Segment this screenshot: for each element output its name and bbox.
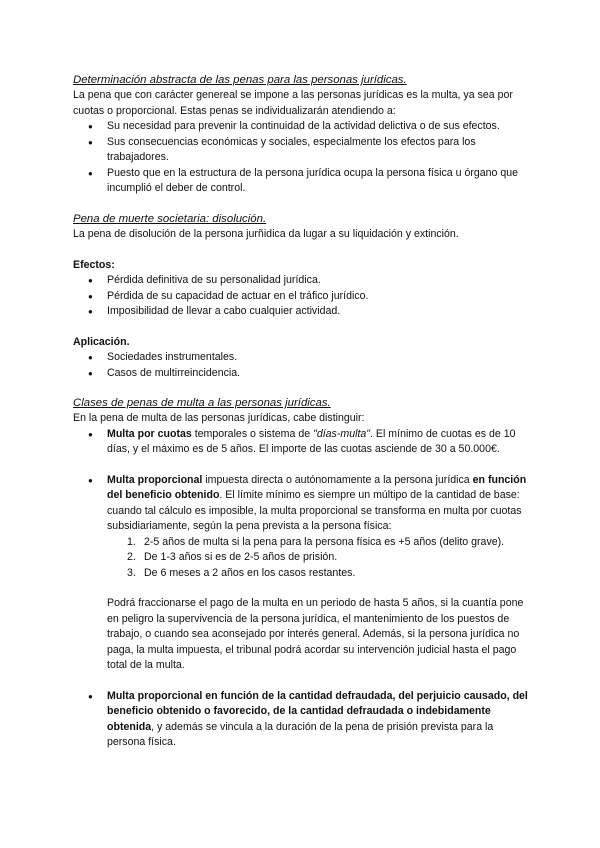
aplicacion-label: Aplicación.	[73, 335, 130, 348]
bullet-list	[73, 119, 531, 197]
list-item: ● Sociedades instrumentales.	[73, 350, 531, 366]
aplicacion-list	[73, 350, 531, 381]
numbered-item: 1. 2-5 años de multa si la pena para la persona física es +5 años (delito grave).	[127, 535, 505, 548]
efectos-label: Efectos:	[73, 258, 115, 271]
multa-types-list-2	[73, 689, 531, 751]
list-item: ● Imposibilidad de llevar a cabo cualquier actividad.	[73, 304, 531, 320]
multa-types-list	[73, 427, 531, 535]
list-item: ● Sus consecuencias económicas y sociales, especialmente los efectos para los trabajadores.	[73, 135, 531, 166]
section-heading: Determinación abstracta de las penas para las personas jurídicas.	[73, 74, 407, 86]
list-item: ● Pérdida de su capacidad de actuar en el tráfico jurídico.	[73, 289, 531, 305]
list-item: ● Casos de multirreincidencia.	[73, 366, 531, 382]
list-item: ● Puesto que en la estructura de la persona jurídica ocupa la persona física u órgano que incumplió el deber de control.	[73, 166, 531, 197]
section-determinacion	[73, 72, 531, 197]
list-item: ● Su necesidad para prevenir la continuidad de la actividad delictiva o de sus efectos.	[73, 119, 531, 135]
numbered-item: 2. De 1-3 años si es de 2-5 años de prisión.	[127, 551, 338, 563]
numbered-list	[73, 535, 531, 582]
paragraph: La pena que con carácter genereal se impone a las personas jurídicas es la multa, ya sea por cuotas o proporcional. Estas penas se individualizarán atendiendo a:	[73, 89, 513, 117]
paragraph: La pena de disolución de la persona jurñidica da lugar a su liquidación y extinción.	[73, 228, 459, 240]
paragraph: En la pena de multa de las personas jurídicas, cabe distinguir:	[73, 412, 365, 424]
paragraph-fraccionar: Podrá fraccionarse el pago de la multa en un periodo de hasta 5 años, si la cuantía pone en peligro la supervivencia de la persona jurídica, el mantenimiento de los puestos de trabajo, o cuando sea aconsejado por interés general. Además, si la persona jurídica no paga, la multa impuesta, el tribunal podrá acordar su intervención judicial hasta el pago total de la multa.	[107, 597, 524, 671]
section-heading: Clases de penas de multa a las personas jurídicas.	[73, 397, 331, 409]
numbered-item: 3. De 6 meses a 2 años en los casos restantes.	[127, 566, 356, 579]
section-clases-multa	[73, 395, 531, 751]
list-item-multa-defraudada: ● Multa proporcional en función de la cantidad defraudada, del perjuicio causado, del beneficio obtenido o favorecido, de la cantidad defraudada o indebidamente obtenida, y además se vincula a la duración de la pena de prisión prevista para la persona física.	[73, 689, 531, 751]
section-heading: Pena de muerte societaria: disolución.	[73, 213, 267, 225]
list-item-multa-proporcional: ● Multa proporcional impuesta directa o autónomamente a la persona jurídica en función del beneficio obtenido. El límite mínimo es siempre un múltipo de la cantidad de base: cuando tal cálculo es imposible, la multa proporcional se transforma en multa por cuotas subsidiariamente, según la pena prevista a la persona física:	[73, 473, 531, 535]
list-item: ● Pérdida definitiva de su personalidad jurídica.	[73, 273, 531, 289]
list-item-multa-cuotas: ● Multa por cuotas temporales o sistema de "días-multa". El mínimo de cuotas es de 10 días, y el máximo es de 5 años. El importe de las cuotas asciende de 30 a 50.000€.	[73, 427, 531, 458]
efectos-list	[73, 273, 531, 320]
section-disolucion	[73, 211, 531, 381]
